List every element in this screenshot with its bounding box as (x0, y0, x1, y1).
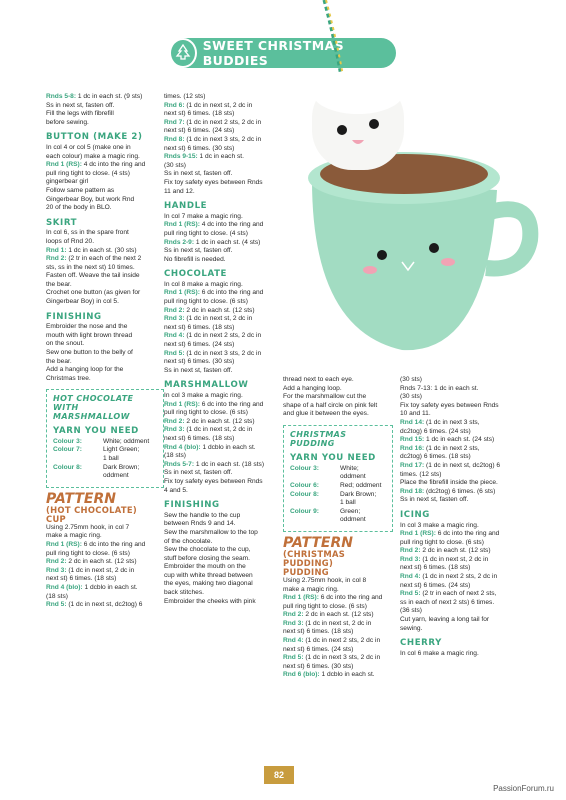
text-line: Gingerbear Boy) in col 5. (46, 298, 119, 306)
text-line: times. (12 sts) (164, 93, 206, 100)
text-line: Ss in next st, fasten off. (164, 247, 233, 255)
text-line: the bear. (46, 357, 72, 365)
text-line: on the snout. (46, 340, 85, 348)
text-line: Rnd 1 (RS): 4 dc into the ring and (46, 161, 146, 169)
text-line: Rnd 2: (2 tr in each of the next 2 (46, 255, 142, 263)
round-label: Rnds 2-9: (164, 238, 195, 246)
text-line: Rnd 1: 1 dc in each st. (30 sts) (46, 246, 137, 254)
text-line: (30 sts) (400, 393, 422, 401)
text-line: pull ring tight to close. (6 sts) (46, 549, 130, 557)
text-line: Rnd 15: 1 dc in each st. (24 sts) (400, 436, 495, 444)
cup-photo (272, 0, 552, 372)
text-line: pull ring tight to close. (4 sts) (164, 229, 248, 237)
yarn-colour-value: White; oddment (340, 464, 366, 481)
text-line: Rnd 3: (1 dc in next st, 2 dc in (164, 426, 253, 434)
page-number: 82 (264, 766, 294, 784)
round-label: Rnd 18: (400, 487, 425, 495)
text-line: Christmas tree. (46, 374, 91, 382)
yarn-colour-label: Colour 3: (53, 437, 82, 445)
text-line: 10 and 11. (400, 410, 431, 418)
text-line: Rnd 3: (1 dc in next st, 2 dc in (283, 619, 372, 627)
text-line: Embroider the cheeks with pink (164, 597, 256, 605)
text-line: Rnds 2-9: 1 dc in each st. (4 sts) (164, 238, 261, 246)
round-label: Rnd 3: (164, 315, 185, 323)
round-label: Rnd 15: (400, 436, 425, 444)
text-line: next st) 6 times. (24 sts) (283, 645, 354, 653)
text-line: Ss in next st, fasten off. (46, 101, 115, 109)
text-line: mouth with light brown thread (46, 331, 133, 339)
text-line: pull ring tight to close. (6 sts) (283, 602, 367, 610)
round-label: Rnd 2: (283, 611, 304, 619)
yarn-colour-label: Colour 9: (290, 507, 319, 515)
pudding-cont-text (400, 376, 518, 505)
text-line: gingerbear girl (46, 178, 89, 186)
text-line: Rnd 7: (1 dc in next 2 sts, 2 dc in (164, 118, 262, 126)
text-line: Crochet one button (as given for (46, 289, 141, 297)
chocolate-text (164, 281, 280, 376)
pattern-subtitle: PUDDING (283, 566, 329, 577)
column-2 (164, 93, 280, 606)
yarn-item (290, 482, 386, 491)
text-line: next st) 6 times. (18 sts) (164, 323, 235, 331)
handle-text (164, 213, 280, 265)
text-line: Gingerbear Boy, but work Rnd (46, 195, 135, 203)
round-label: Rnd 1 (RS): (283, 594, 319, 602)
finishing-text (46, 323, 164, 383)
text-line: Rnd 2: 2 dc in each st. (12 sts) (283, 611, 374, 619)
yarn-colour-value: Green; oddment (340, 507, 366, 524)
pattern-subtitle: CUP (46, 513, 66, 524)
text-line: Fix toy safety eyes between Rnds (400, 401, 499, 409)
round-label: Rnd 4: (164, 332, 185, 340)
skirt-text (46, 229, 164, 306)
text-line: next st) 6 times. (18 sts) (46, 575, 117, 583)
icing-text (400, 522, 518, 634)
text-line: In col 6 make a magic ring. (400, 649, 479, 657)
text-line: Rnd 1 (RS): 6 dc into the ring and (400, 530, 500, 538)
text-line: Using 2.75mm hook, in col 7 (46, 523, 130, 531)
text-line: between Rnds 9 and 14. (164, 520, 236, 528)
round-label: Rnd 4 (blo): (164, 443, 201, 451)
text-line: (30 sts) (400, 376, 422, 383)
text-line: thread next to each eye. (283, 376, 354, 383)
text-line: In col 7 make a magic ring. (164, 212, 243, 220)
round-label: Rnd 3: (400, 555, 421, 563)
pattern-subtitle: (HOT CHOCOLATE) (46, 504, 138, 515)
text-line: Rnd 3: (1 dc in next st, 2 dc in (46, 566, 135, 574)
round-label: Rnds 5-8: (46, 93, 77, 100)
text-line: Add a hanging loop. (283, 384, 342, 392)
round-label: Rnd 1 (RS): (400, 530, 436, 538)
text-line: Rnd 5: (1 dc in next st, dc2tog) 6 (46, 601, 143, 609)
heading-yarn: YARN YOU NEED (53, 426, 139, 437)
text-line: Cut yarn, leaving a long tail for (400, 616, 490, 624)
text-line: Rnd 6 (blo): 1 dcblo in each st. (283, 671, 375, 679)
pattern-title: PATTERN (46, 490, 116, 507)
text-line: Fix toy safety eyes between Rnds (164, 477, 263, 485)
round-label: Rnd 5: (46, 601, 67, 609)
round-label: Rnd 7: (164, 118, 185, 126)
yarn-colour-label: Colour 3: (290, 464, 319, 472)
round-label: Rnd 2: (164, 417, 185, 425)
round-label: Rnd 1 (RS): (164, 221, 200, 229)
round-label: Rnd 8: (164, 135, 185, 143)
text-line: 11 and 12. (164, 187, 195, 195)
text-line: next st) 6 times. (24 sts) (400, 581, 471, 589)
text-line: Rnd 1 (RS): 6 dc into the ring and (46, 540, 146, 548)
yarn-colour-label: Colour 8: (290, 490, 319, 498)
text-line: back stitches. (164, 589, 204, 597)
box-title-line: PUDDING (290, 438, 335, 448)
christmas-tree-icon (169, 38, 197, 68)
text-line: pull ring tight to close. (6 sts) (164, 298, 248, 306)
text-line: Rnd 1 (RS): 6 dc into the ring and (164, 289, 264, 297)
text-line: Ss in next st, fasten off. (164, 366, 233, 374)
round-label: Rnd 3: (46, 566, 67, 574)
yarn-item (53, 446, 157, 463)
cup-cont-text (164, 93, 280, 196)
text-line: Rnd 4 (blo): 1 dcblo in each st. (164, 443, 256, 451)
round-label: Rnd 6 (blo): (283, 671, 320, 679)
text-line: Rnd 1 (RS): 6 dc into the ring and (283, 594, 383, 602)
pattern-subtitle: PUDDING) (283, 557, 334, 568)
text-line: In col 4 or col 5 (make one in (46, 143, 131, 151)
cherry-text (400, 650, 518, 659)
yarn-item (290, 491, 386, 508)
text-line: Fasten off. Weave the tail inside (46, 272, 140, 280)
text-line: ss in each of next 2 sts) 6 times. (400, 598, 495, 606)
text-line: In col 3 make a magic ring. (400, 521, 479, 529)
round-label: Rnd 14: (400, 418, 425, 426)
text-line: Rnd 5: (1 dc in next 3 sts, 2 dc in (164, 349, 262, 357)
text-line: Rnd 4: (1 dc in next 2 sts, 2 dc in (283, 637, 381, 645)
round-label: Rnd 3: (283, 619, 304, 627)
heading-icing: ICING (400, 509, 430, 520)
round-label: Rnd 1: (46, 246, 67, 254)
text-line: pull ring tight to close. (4 sts) (46, 169, 130, 177)
yarn-colour-label: Colour 8: (53, 463, 82, 471)
text-line: dc2tog) 6 times. (18 sts) (400, 453, 471, 461)
heading-handle: HANDLE (164, 201, 208, 212)
text-line: Rnd 4: (1 dc in next 2 sts, 2 dc in (400, 573, 498, 581)
text-line: of the chocolate. (164, 537, 213, 545)
yarn-item (290, 465, 386, 482)
text-line: Rnds 5-7: 1 dc in each st. (18 sts) (164, 460, 265, 468)
text-line: Rnd 5: (1 dc in next 3 sts, 2 dc in (283, 654, 381, 662)
round-label: Rnd 2: (46, 558, 67, 566)
marshmallow-text (164, 392, 280, 495)
round-label: Rnds 5-7: (164, 460, 195, 468)
text-line: next st) 6 times. (18 sts) (164, 110, 235, 118)
legs-text (46, 93, 164, 127)
text-line: In col 3 make a magic ring. (164, 392, 243, 399)
round-label: Rnd 1 (RS): (46, 540, 82, 548)
text-line: pull ring tight to close. (6 sts) (164, 409, 248, 417)
text-line: next st) 6 times. (18 sts) (400, 564, 471, 572)
watermark: PassionForum.ru (493, 784, 554, 793)
text-line: Rnd 18: (dc2tog) 6 times. (6 sts) (400, 487, 496, 495)
text-line: Add a hanging loop for the (46, 366, 124, 374)
text-line: Rnd 2: 2 dc in each st. (12 sts) (400, 547, 491, 555)
text-line: next st) 6 times. (24 sts) (164, 127, 235, 135)
finishing-cont-text (283, 376, 393, 419)
text-line: next st) 6 times. (30 sts) (283, 662, 354, 670)
text-line: Fix toy safety eyes between Rnds (164, 178, 263, 186)
text-line: next st) 6 times. (18 sts) (283, 628, 354, 636)
text-line: Rnd 8: (1 dc in next 3 sts, 2 dc in (164, 135, 262, 143)
text-line: Place the fibrefill inside the piece. (400, 479, 498, 487)
heading-finishing-2: FINISHING (164, 500, 220, 511)
text-line: the eyes, making two diagonal (164, 580, 253, 588)
text-line: Rnd 5: (2 tr in each of next 2 sts, (400, 590, 497, 598)
text-line: next st) 6 times. (30 sts) (164, 358, 235, 366)
banner-title: SWEET CHRISTMAS BUDDIES (202, 38, 345, 68)
column-3 (283, 376, 393, 680)
yarn-box-pudding (283, 425, 393, 532)
heading-yarn: YARN YOU NEED (290, 453, 376, 464)
heading-cherry: CHERRY (400, 638, 442, 649)
box-title-line: HOT CHOCOLATE (53, 394, 134, 404)
text-line: next st) 6 times. (18 sts) (164, 434, 235, 442)
heading-marshmallow: MARSHMALLOW (164, 380, 249, 391)
text-line: shape of a half circle on pink felt (283, 401, 378, 409)
text-line: (18 sts) (46, 592, 68, 600)
text-line: Rnd 3: (1 dc in next st, 2 dc in (400, 555, 489, 563)
text-line: Ss in next st, fasten off. (164, 469, 233, 477)
column-4 (400, 376, 518, 658)
text-line: pull ring tight to close. (6 sts) (400, 538, 484, 546)
yarn-box-hot-chocolate (46, 389, 164, 487)
text-line: Sew the chocolate to the cup, (164, 546, 251, 554)
text-line: Rnd 4: (1 dc in next 2 sts, 2 dc in (164, 332, 262, 340)
text-line: Rnds 7-13: 1 dc in each st. (400, 384, 479, 392)
yarn-item (53, 464, 157, 481)
text-line: Rnd 4 (blo): 1 dcblo in each st. (46, 583, 138, 591)
round-label: Rnd 6: (164, 101, 185, 109)
round-label: Rnd 17: (400, 461, 425, 469)
column-1 (46, 93, 164, 610)
text-line: times. (12 sts) (400, 470, 442, 478)
text-line: For the marshmallow cut the (283, 393, 367, 401)
yarn-colour-value: White; oddment (103, 437, 150, 445)
text-line: Fill the legs with fibrefill (46, 110, 114, 118)
text-line: Rnd 3: (1 dc in next st, 2 dc in (164, 315, 253, 323)
round-label: Rnd 1 (RS): (164, 289, 200, 297)
round-label: Rnd 4 (blo): (46, 583, 83, 591)
round-label: Rnd 2: (46, 255, 67, 263)
text-line: Embroider the nose and the (46, 323, 128, 331)
pudding-text (283, 577, 393, 680)
round-label: Rnd 4: (283, 637, 304, 645)
text-line: each colour) make a magic ring. (46, 152, 140, 160)
text-line: (30 sts) (164, 161, 186, 169)
text-line: Rnd 2: 2 dc in each st. (12 sts) (164, 306, 255, 314)
text-line: make a magic ring. (283, 585, 339, 593)
text-line: loops of Rnd 20. (46, 237, 95, 245)
round-label: Rnd 4: (400, 573, 421, 581)
text-line: make a magic ring. (46, 532, 102, 540)
text-line: 4 and 5. (164, 486, 188, 494)
text-line: before sewing. (46, 118, 89, 126)
button-text (46, 144, 164, 213)
yarn-colour-value: Light Green; 1 ball (103, 446, 140, 462)
text-line: Sew the marshmallow to the top (164, 528, 258, 536)
text-line: Rnd 14: (1 dc in next 3 sts, (400, 418, 480, 426)
heading-chocolate: CHOCOLATE (164, 269, 228, 280)
text-line: Rnds 5-8: 1 dc in each st. (9 sts) (46, 93, 143, 100)
yarn-colour-label: Colour 6: (290, 481, 319, 489)
yarn-colour-value: Red; oddment (340, 481, 382, 489)
round-label: Rnd 2: (164, 306, 185, 314)
text-line: 20 of the body in BLO. (46, 204, 112, 212)
round-label: Rnd 5: (283, 654, 304, 662)
heading-skirt: SKIRT (46, 217, 78, 228)
text-line: In col 8 make a magic ring. (164, 280, 243, 288)
yarn-colour-value: Dark Brown; 1 ball (340, 490, 377, 507)
text-line: the bear. (46, 280, 72, 288)
text-line: and glue it between the eyes. (283, 410, 369, 418)
text-line: No fibrefill is needed. (164, 255, 226, 263)
text-line: cup with white thread between (164, 571, 253, 579)
text-line: Rnds 9-15: 1 dc in each st. (164, 153, 244, 161)
text-line: Rnd 6: (1 dc in next st, 2 dc in (164, 101, 253, 109)
text-line: stuff before closing the seam. (164, 554, 251, 562)
yarn-item (290, 508, 386, 525)
round-label: Rnd 1 (RS): (46, 161, 82, 169)
yarn-colour-value: Dark Brown; oddment (103, 463, 140, 480)
text-line: Rnd 2: 2 dc in each st. (12 sts) (164, 417, 255, 425)
box-title-line: CHRISTMAS (290, 429, 347, 439)
yarn-item (53, 438, 157, 447)
round-label: Rnd 2: (400, 547, 421, 555)
text-line: Embroider the mouth on the (164, 563, 246, 571)
text-line: Rnd 17: (1 dc in next st, dc2tog) 6 (400, 461, 501, 469)
round-label: Rnd 5: (164, 349, 185, 357)
yarn-list (290, 465, 386, 525)
box-title-line: MARSHMALLOW (53, 411, 130, 421)
text-line: Using 2.75mm hook, in col 8 (283, 576, 367, 584)
text-line: Rnd 16: (1 dc in next 2 sts, (400, 444, 480, 452)
finishing-2-text (164, 512, 280, 607)
text-line: Rnd 1 (RS): 6 dc into the ring and (164, 400, 264, 408)
text-line: next st) 6 times. (24 sts) (164, 341, 235, 349)
text-line: sts, ss in the next st) 10 times. (46, 263, 135, 271)
text-line: next st) 6 times. (30 sts) (164, 144, 235, 152)
heading-button: BUTTON (MAKE 2) (46, 132, 143, 143)
text-line: Ss in next st, fasten off. (164, 170, 233, 178)
text-line: sewing. (400, 624, 423, 632)
text-line: Sew one button to the belly of (46, 349, 133, 357)
round-label: Rnd 16: (400, 444, 425, 452)
round-label: Rnds 9-15: (164, 153, 198, 161)
yarn-list (53, 438, 157, 481)
text-line: Sew the handle to the cup (164, 511, 241, 519)
yarn-colour-label: Colour 7: (53, 446, 82, 454)
box-title-line: WITH (53, 403, 79, 412)
round-label: Rnd 1 (RS): (164, 400, 200, 408)
text-line: (36 sts) (400, 607, 422, 615)
text-line: dc2tog) 6 times. (24 sts) (400, 427, 471, 435)
round-label: Rnd 5: (400, 590, 421, 598)
text-line: In col 6, ss in the spare front (46, 229, 129, 237)
heading-finishing: FINISHING (46, 311, 102, 322)
text-line: Rnd 2: 2 dc in each st. (12 sts) (46, 558, 137, 566)
cup-text (46, 524, 164, 610)
round-label: Rnd 3: (164, 426, 185, 434)
pattern-title: PATTERN (283, 534, 353, 551)
pattern-subtitle: (CHRISTMAS (283, 548, 346, 559)
text-line: (18 sts) (164, 452, 186, 460)
text-line: Rnd 1 (RS): 4 dc into the ring and (164, 221, 264, 229)
text-line: Follow same pattern as (46, 186, 115, 194)
text-line: Ss in next st, fasten off. (400, 496, 469, 504)
